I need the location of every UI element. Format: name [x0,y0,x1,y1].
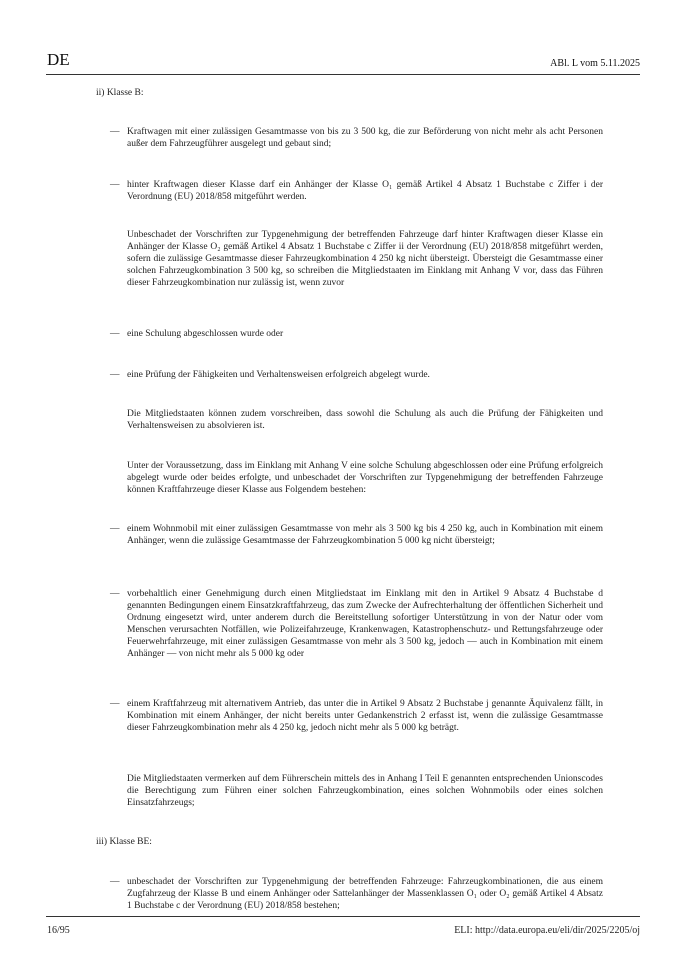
condition-training: eine Schulung abgeschlossen wurde oder [127,329,284,339]
dash-marker: — [110,370,120,380]
dash-marker: — [110,524,120,534]
dash-marker: — [110,127,120,137]
dash-marker: — [110,180,120,190]
option-alternative-fuel: einem Kraftfahrzeug mit alternativem Antrieb, das unter die in Artikel 9 Absatz 2 Buchstabe j genannte Äquivalenz fällt, in Kombination mit einem Anhänger, der nicht bereits unter Gedankenstrich 2 erfasst ist, wenn die zulässige Gesamtmasse dieser Fahrzeugkombination mehr als 4 250 kg, jedoch nicht mehr als 5 000 kg beträgt. [127,699,603,733]
paragraph-trailer-o2: Unbeschadet der Vorschriften zur Typgenehmigung der betreffenden Fahrzeuge darf hinter Kraftwagen dieser Klasse ein Anhänger der Klasse O₂ gemäß Artikel 4 Absatz 1 Buchstabe c Ziffer ii der Verordnung (EU) 2018/858 mitgeführt werden, sofern die zulässige Gesamtmasse dieser Fahrzeugkombination 4 250 kg nicht übersteigt. Übersteigt die Gesamtmasse einer solchen Fahrzeugkombination 3 500 kg, so schreiben die Mitgliedstaaten im Einklang mit Anhang V vor, dass das Führen dieser Fahrzeugkombination nur zulässig ist, wenn zuvor [127,230,603,288]
page-number: 16/95 [47,925,70,936]
dash-marker: — [110,329,120,339]
footer-rule [46,916,640,917]
option-emergency-vehicle: vorbehaltlich einer Genehmigung durch einen Mitgliedstaat im Einklang mit den in Artikel 9 Absatz 4 Buchstabe d genannten Bedingungen einem Einsatzkraftfahrzeug, das zum Zwecke der Aufrechterhaltung der öffentlichen Sicherheit und Ordnung eingesetzt wird, unter anderem durch die Bereitstellung sofortiger Unterstützung in von der Natur oder vom Menschen verursachten Notfällen, wie Polizeifahrzeuge, Krankenwagen, Katastrophenschutz- und Rettungsfahrzeuge oder Feuerwehrfahrzeuge, mit einer zulässigen Gesamtmasse von mehr als 3 500 kg, jedoch — auch in Kombination mit einem Anhänger — von nicht mehr als 5 000 kg oder [127,589,603,659]
language-code: DE [47,50,70,69]
eli-link[interactable]: ELI: http://data.europa.eu/eli/dir/2025/2205/oj [454,925,640,936]
class-be-item-1: unbeschadet der Vorschriften zur Typgenehmigung der betreffenden Fahrzeuge: Fahrzeugkombinationen, die aus einem Zugfahrzeug der Klasse B und einem Anhänger oder Sattelanhänger der Massenklassen O₁ oder O₂ gemäß Artikel 4 Absatz 1 Buchstabe c der Verordnung (EU) 2018/858 bestehen; [127,877,603,911]
dash-marker: — [110,589,120,599]
class-b-heading: ii) Klasse B: [96,88,144,98]
dash-marker: — [110,877,120,887]
paragraph-union-codes: Die Mitgliedstaaten vermerken auf dem Führerschein mittels des in Anhang I Teil E genannten entsprechenden Unionscodes die Berechtigung zum Führen einer solchen Fahrzeugkombination, eines solchen Wohnmobils oder eines solchen Einsatzfahrzeugs; [127,774,603,808]
dash-marker: — [110,699,120,709]
journal-reference: ABl. L vom 5.11.2025 [550,58,640,69]
paragraph-member-states: Die Mitgliedstaaten können zudem vorschreiben, dass sowohl die Schulung als auch die Prüfung der Fähigkeiten und Verhaltensweisen zu absolvieren ist. [127,409,603,431]
header-rule [46,74,640,75]
paragraph-conditions: Unter der Voraussetzung, dass im Einklang mit Anhang V eine solche Schulung abgeschlossen oder eine Prüfung erfolgreich abgelegt wurde oder beides erfolgte, und unbeschadet der Vorschriften zur Typgenehmigung der betreffenden Fahrzeuge können Kraftfahrzeuge dieser Klasse aus Folgendem bestehen: [127,461,603,495]
class-be-heading: iii) Klasse BE: [96,837,152,847]
class-b-item-2: hinter Kraftwagen dieser Klasse darf ein Anhänger der Klasse O₁ gemäß Artikel 4 Absatz 1 Buchstabe c Ziffer i der Verordnung (EU) 2018/858 mitgeführt werden. [127,180,603,202]
option-motorhome: einem Wohnmobil mit einer zulässigen Gesamtmasse von mehr als 3 500 kg bis 4 250 kg, auch in Kombination mit einem Anhänger, wenn die zulässige Gesamtmasse der Fahrzeugkombination 5 000 kg nicht übersteigt; [127,524,603,546]
condition-test: eine Prüfung der Fähigkeiten und Verhaltensweisen erfolgreich abgelegt wurde. [127,370,430,380]
class-b-item-1: Kraftwagen mit einer zulässigen Gesamtmasse von bis zu 3 500 kg, die zur Beförderung von nicht mehr als acht Personen außer dem Fahrzeugführer ausgelegt und gebaut sind; [127,127,603,149]
